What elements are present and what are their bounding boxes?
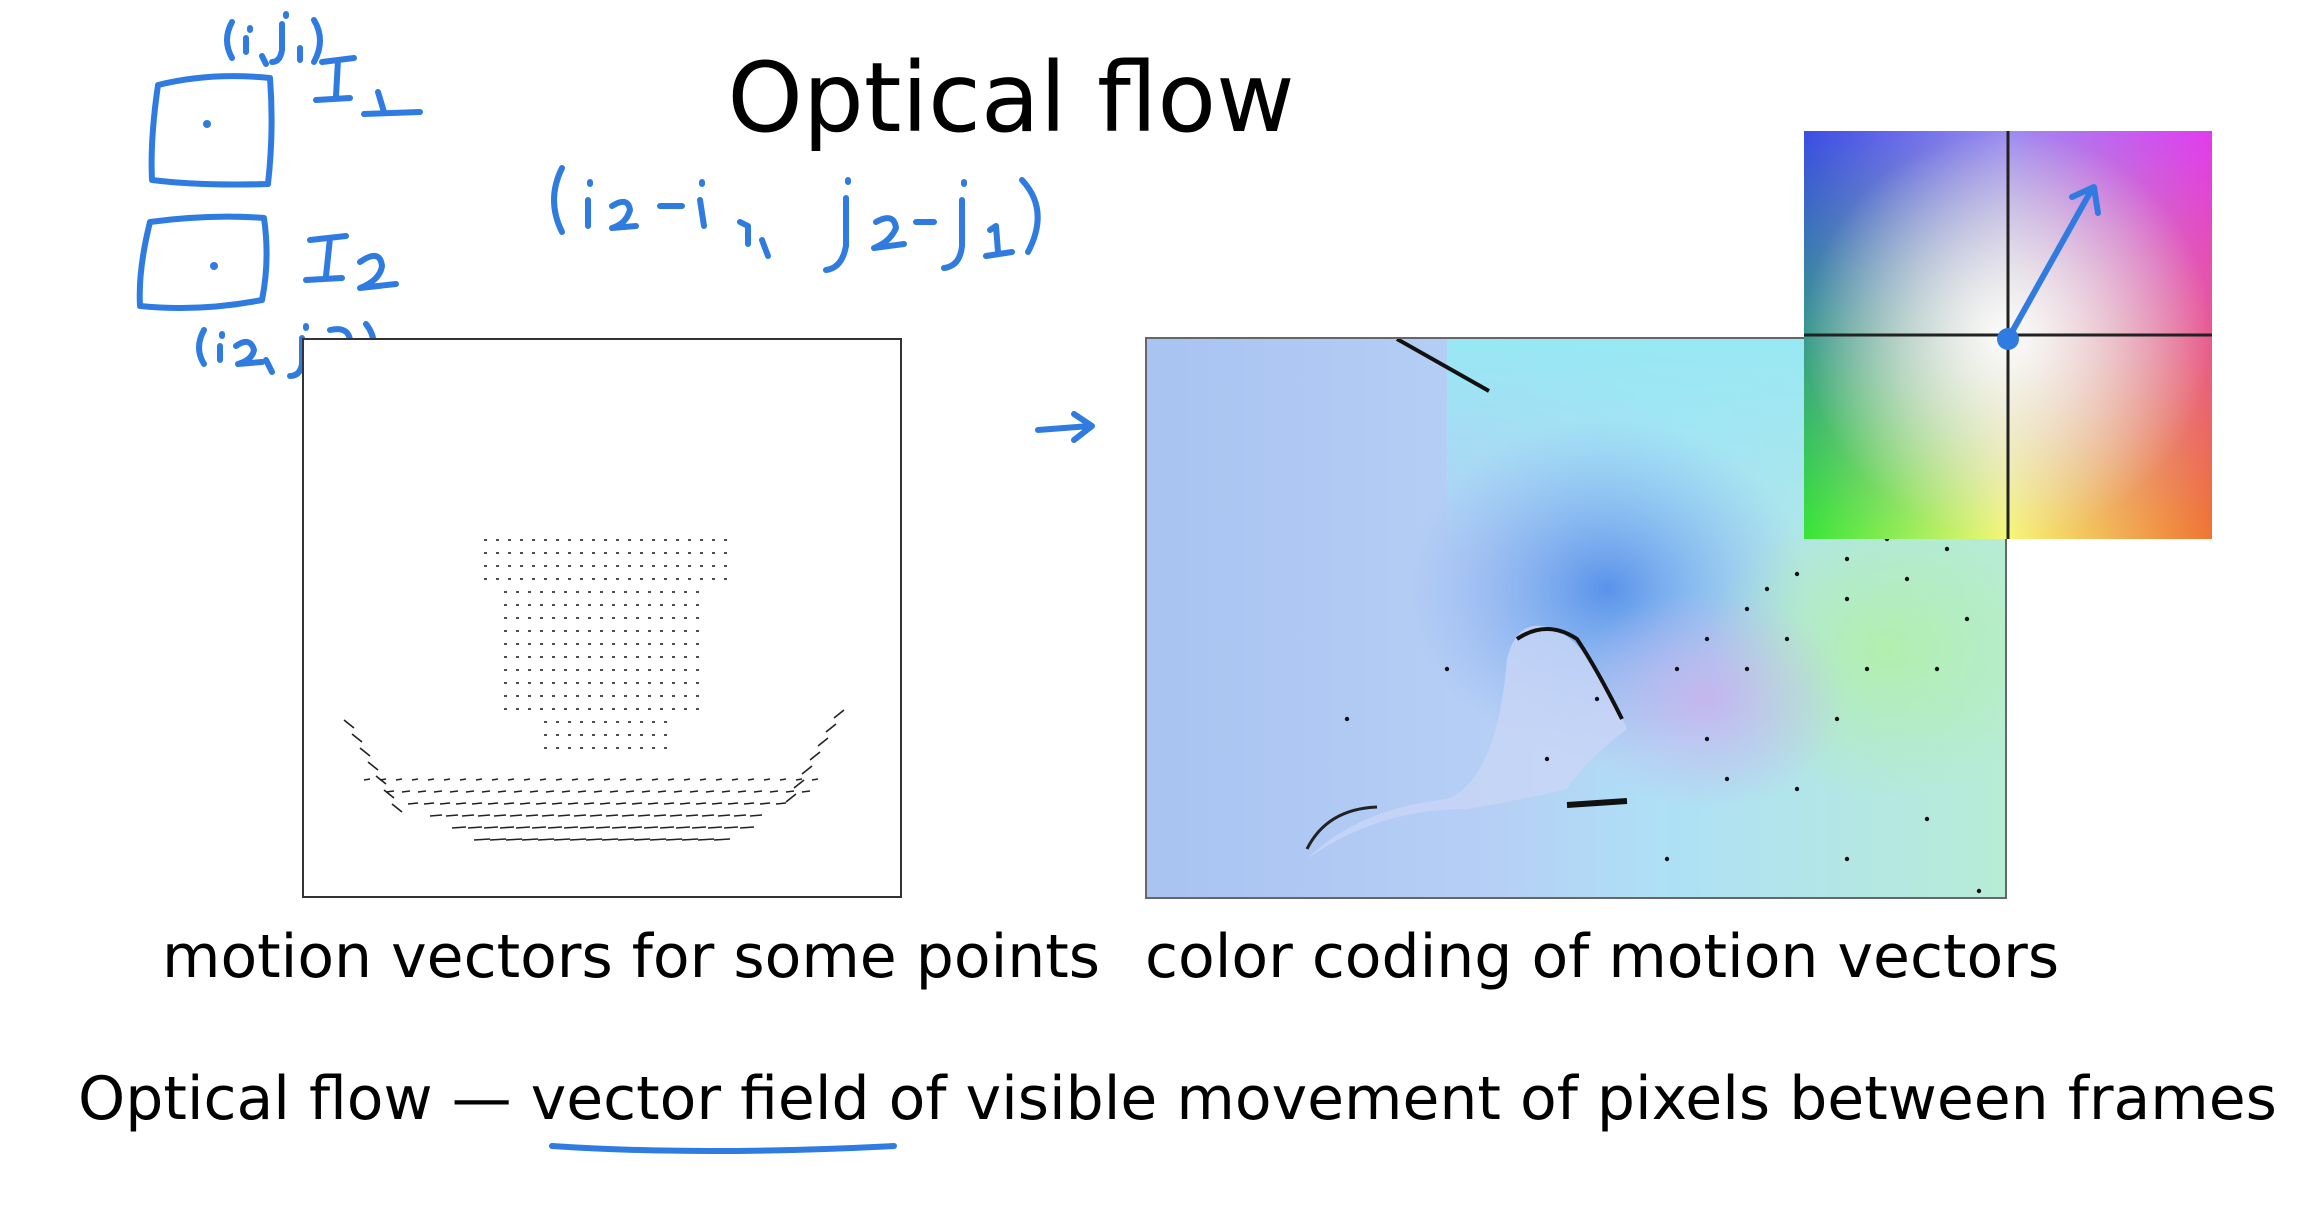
motion-vector [434, 791, 442, 792]
displacement-formula-sketch [554, 168, 1038, 270]
motion-vector [826, 724, 836, 732]
motion-vector [604, 779, 610, 780]
motion-vector [660, 827, 674, 828]
motion-vector-arrows [344, 540, 844, 840]
motion-vector [748, 779, 754, 780]
flow-speck [1845, 597, 1849, 601]
motion-vector [674, 791, 682, 792]
motion-vector [728, 803, 738, 804]
motion-vectors-panel [302, 338, 902, 898]
motion-vector [754, 791, 762, 792]
motion-vector [712, 803, 722, 804]
motion-vector [526, 815, 538, 816]
motion-vector [424, 803, 434, 804]
motion-vector [396, 779, 402, 780]
flow-speck [1845, 857, 1849, 861]
motion-vector [776, 803, 786, 804]
flow-speck [1935, 667, 1939, 671]
label-I2-sketch [306, 236, 396, 288]
frame1-point [203, 120, 211, 128]
motion-vector [586, 839, 602, 840]
motion-vector [476, 779, 482, 780]
motion-vector [620, 779, 626, 780]
motion-vector [500, 827, 514, 828]
motion-vector [716, 779, 722, 780]
motion-vector [634, 839, 650, 840]
motion-vector [616, 803, 626, 804]
flow-speck [1445, 667, 1449, 671]
motion-vector [642, 791, 650, 792]
motion-vector [574, 815, 586, 816]
motion-vector [352, 734, 362, 742]
motion-vector [360, 748, 370, 756]
flow-speck [1785, 637, 1789, 641]
motion-vector [562, 791, 570, 792]
motion-vector [692, 827, 706, 828]
motion-vector [418, 791, 426, 792]
motion-vector [702, 815, 714, 816]
motion-vector [498, 791, 506, 792]
definition-suffix: visible movement of pixels between frames [946, 1064, 2277, 1134]
motion-vector [612, 827, 626, 828]
motion-vector [554, 839, 570, 840]
motion-vector [626, 791, 634, 792]
flow-speck [1345, 717, 1349, 721]
motion-vector [530, 791, 538, 792]
motion-vector [478, 815, 490, 816]
motion-vector [402, 791, 410, 792]
motion-vector [718, 815, 730, 816]
motion-vector [602, 839, 618, 840]
motion-vector [654, 815, 666, 816]
flow-speck [1725, 777, 1729, 781]
small-arrow-sketch [1038, 414, 1092, 440]
motion-vector [542, 815, 554, 816]
motion-vector [690, 791, 698, 792]
motion-vector [664, 803, 674, 804]
motion-vector [628, 827, 642, 828]
motion-vector [764, 779, 770, 780]
motion-vector [596, 827, 610, 828]
motion-vector [606, 815, 618, 816]
caption-color-coding: color coding of motion vectors [1145, 922, 2060, 992]
motion-vector [648, 803, 658, 804]
motion-vector [676, 827, 690, 828]
motion-vector [446, 815, 458, 816]
motion-vector [802, 791, 810, 792]
motion-vector [538, 839, 554, 840]
motion-vector [610, 791, 618, 792]
motion-vector [536, 803, 546, 804]
motion-vector [686, 815, 698, 816]
flow-speck [1705, 637, 1709, 641]
motion-vector [490, 839, 506, 840]
motion-vector [794, 780, 804, 788]
motion-vector [532, 827, 546, 828]
definition-text [78, 1064, 2277, 1134]
motion-vector [428, 779, 434, 780]
motion-vector [468, 827, 482, 828]
motion-vector [504, 803, 514, 804]
motion-vector [548, 827, 562, 828]
motion-vector [444, 779, 450, 780]
motion-vector [786, 794, 796, 802]
motion-vector [552, 803, 562, 804]
motion-vector [516, 827, 530, 828]
flow-color-key [1804, 131, 2212, 539]
motion-vector [492, 779, 498, 780]
motion-vector [408, 803, 418, 804]
motion-vector [740, 827, 754, 828]
motion-vector [368, 762, 378, 770]
motion-vector [452, 827, 466, 828]
motion-vector [796, 779, 802, 780]
motion-vector [524, 779, 530, 780]
motion-vector [522, 839, 538, 840]
motion-vector [670, 815, 682, 816]
motion-vector [658, 791, 666, 792]
motion-vector [706, 791, 714, 792]
motion-vector [556, 779, 562, 780]
motion-vector [600, 803, 610, 804]
motion-vector [570, 839, 586, 840]
motion-vector [412, 779, 418, 780]
flow-speck [1745, 667, 1749, 671]
motion-vector [590, 815, 602, 816]
motion-vector [682, 839, 698, 840]
motion-vector [488, 803, 498, 804]
flow-speck [1977, 889, 1981, 893]
slide-title: Optical flow [727, 42, 1295, 154]
motion-vector [708, 827, 722, 828]
caption-motion-vectors: motion vectors for some points [162, 922, 1101, 992]
motion-vector [650, 839, 666, 840]
flow-speck [1705, 737, 1709, 741]
motion-vector [760, 803, 770, 804]
motion-vector [684, 779, 690, 780]
flow-speck [1545, 757, 1549, 761]
motion-vector [456, 803, 466, 804]
motion-vector [618, 839, 634, 840]
motion-vector [738, 791, 746, 792]
motion-vector [572, 779, 578, 780]
motion-vector [466, 791, 474, 792]
flow-speck [1795, 787, 1799, 791]
motion-vector [546, 791, 554, 792]
motion-vector [724, 827, 738, 828]
motion-vector [568, 803, 578, 804]
motion-vector [510, 815, 522, 816]
motion-vector [584, 803, 594, 804]
motion-vector [744, 803, 754, 804]
flow-speck [1845, 557, 1849, 561]
motion-vector [668, 779, 674, 780]
motion-vector [430, 815, 442, 816]
flow-speck [1905, 577, 1909, 581]
frame1-box-sketch [152, 76, 272, 184]
label-I1-sketch [316, 58, 420, 114]
flow-speck [1765, 587, 1769, 591]
flow-speck [1665, 857, 1669, 861]
motion-vector [482, 791, 490, 792]
motion-vector [588, 779, 594, 780]
motion-vector [680, 803, 690, 804]
motion-vector [474, 839, 490, 840]
flow-speck [1925, 817, 1929, 821]
flow-speck [1965, 617, 1969, 621]
motion-vector [786, 791, 794, 792]
motion-vector [636, 779, 642, 780]
motion-vector [818, 738, 828, 746]
flow-speck [1945, 547, 1949, 551]
motion-vector [734, 815, 746, 816]
motion-vector [594, 791, 602, 792]
motion-vector [558, 815, 570, 816]
frame2-point [210, 262, 218, 270]
label-i1-j1-sketch [227, 14, 320, 64]
motion-vector [364, 779, 370, 780]
motion-vector [652, 779, 658, 780]
flow-speck [1835, 717, 1839, 721]
motion-vector [450, 791, 458, 792]
motion-vector [508, 779, 514, 780]
motion-vector [812, 779, 818, 780]
motion-vector [462, 815, 474, 816]
motion-vector [564, 827, 578, 828]
motion-vector [770, 791, 778, 792]
motion-vector [696, 803, 706, 804]
motion-vector [344, 720, 354, 728]
definition-prefix: Optical flow — [78, 1064, 531, 1134]
motion-vector [472, 803, 482, 804]
motion-vector [506, 839, 522, 840]
motion-vector [578, 791, 586, 792]
motion-vector [698, 839, 714, 840]
frame2-box-sketch [140, 217, 267, 308]
flow-speck [1865, 667, 1869, 671]
flow-speck [1675, 667, 1679, 671]
motion-vector [392, 804, 402, 812]
motion-vector [644, 827, 658, 828]
flow-speck [1595, 697, 1599, 701]
motion-vector [722, 791, 730, 792]
motion-vector [834, 710, 844, 718]
motion-vector [700, 779, 706, 780]
flow-color-key-graphic [1804, 131, 2212, 539]
motion-vector [622, 815, 634, 816]
motion-vector [484, 827, 498, 828]
motion-vector [750, 815, 762, 816]
motion-vector [732, 779, 738, 780]
motion-vector [780, 779, 786, 780]
motion-vector [714, 839, 730, 840]
motion-vectors-plot [304, 340, 900, 896]
motion-vector [580, 827, 594, 828]
motion-vector [494, 815, 506, 816]
flow-speck [1795, 572, 1799, 576]
motion-vector [440, 803, 450, 804]
motion-vector [810, 752, 820, 760]
motion-vector [514, 791, 522, 792]
motion-vector [520, 803, 530, 804]
definition-underline [552, 1146, 894, 1151]
flow-speck [1745, 607, 1749, 611]
motion-vector [638, 815, 650, 816]
motion-vector [666, 839, 682, 840]
motion-vector [460, 779, 466, 780]
motion-vector [802, 766, 812, 774]
definition-underlined: vector field of [530, 1064, 947, 1134]
motion-vector [632, 803, 642, 804]
motion-vector [540, 779, 546, 780]
